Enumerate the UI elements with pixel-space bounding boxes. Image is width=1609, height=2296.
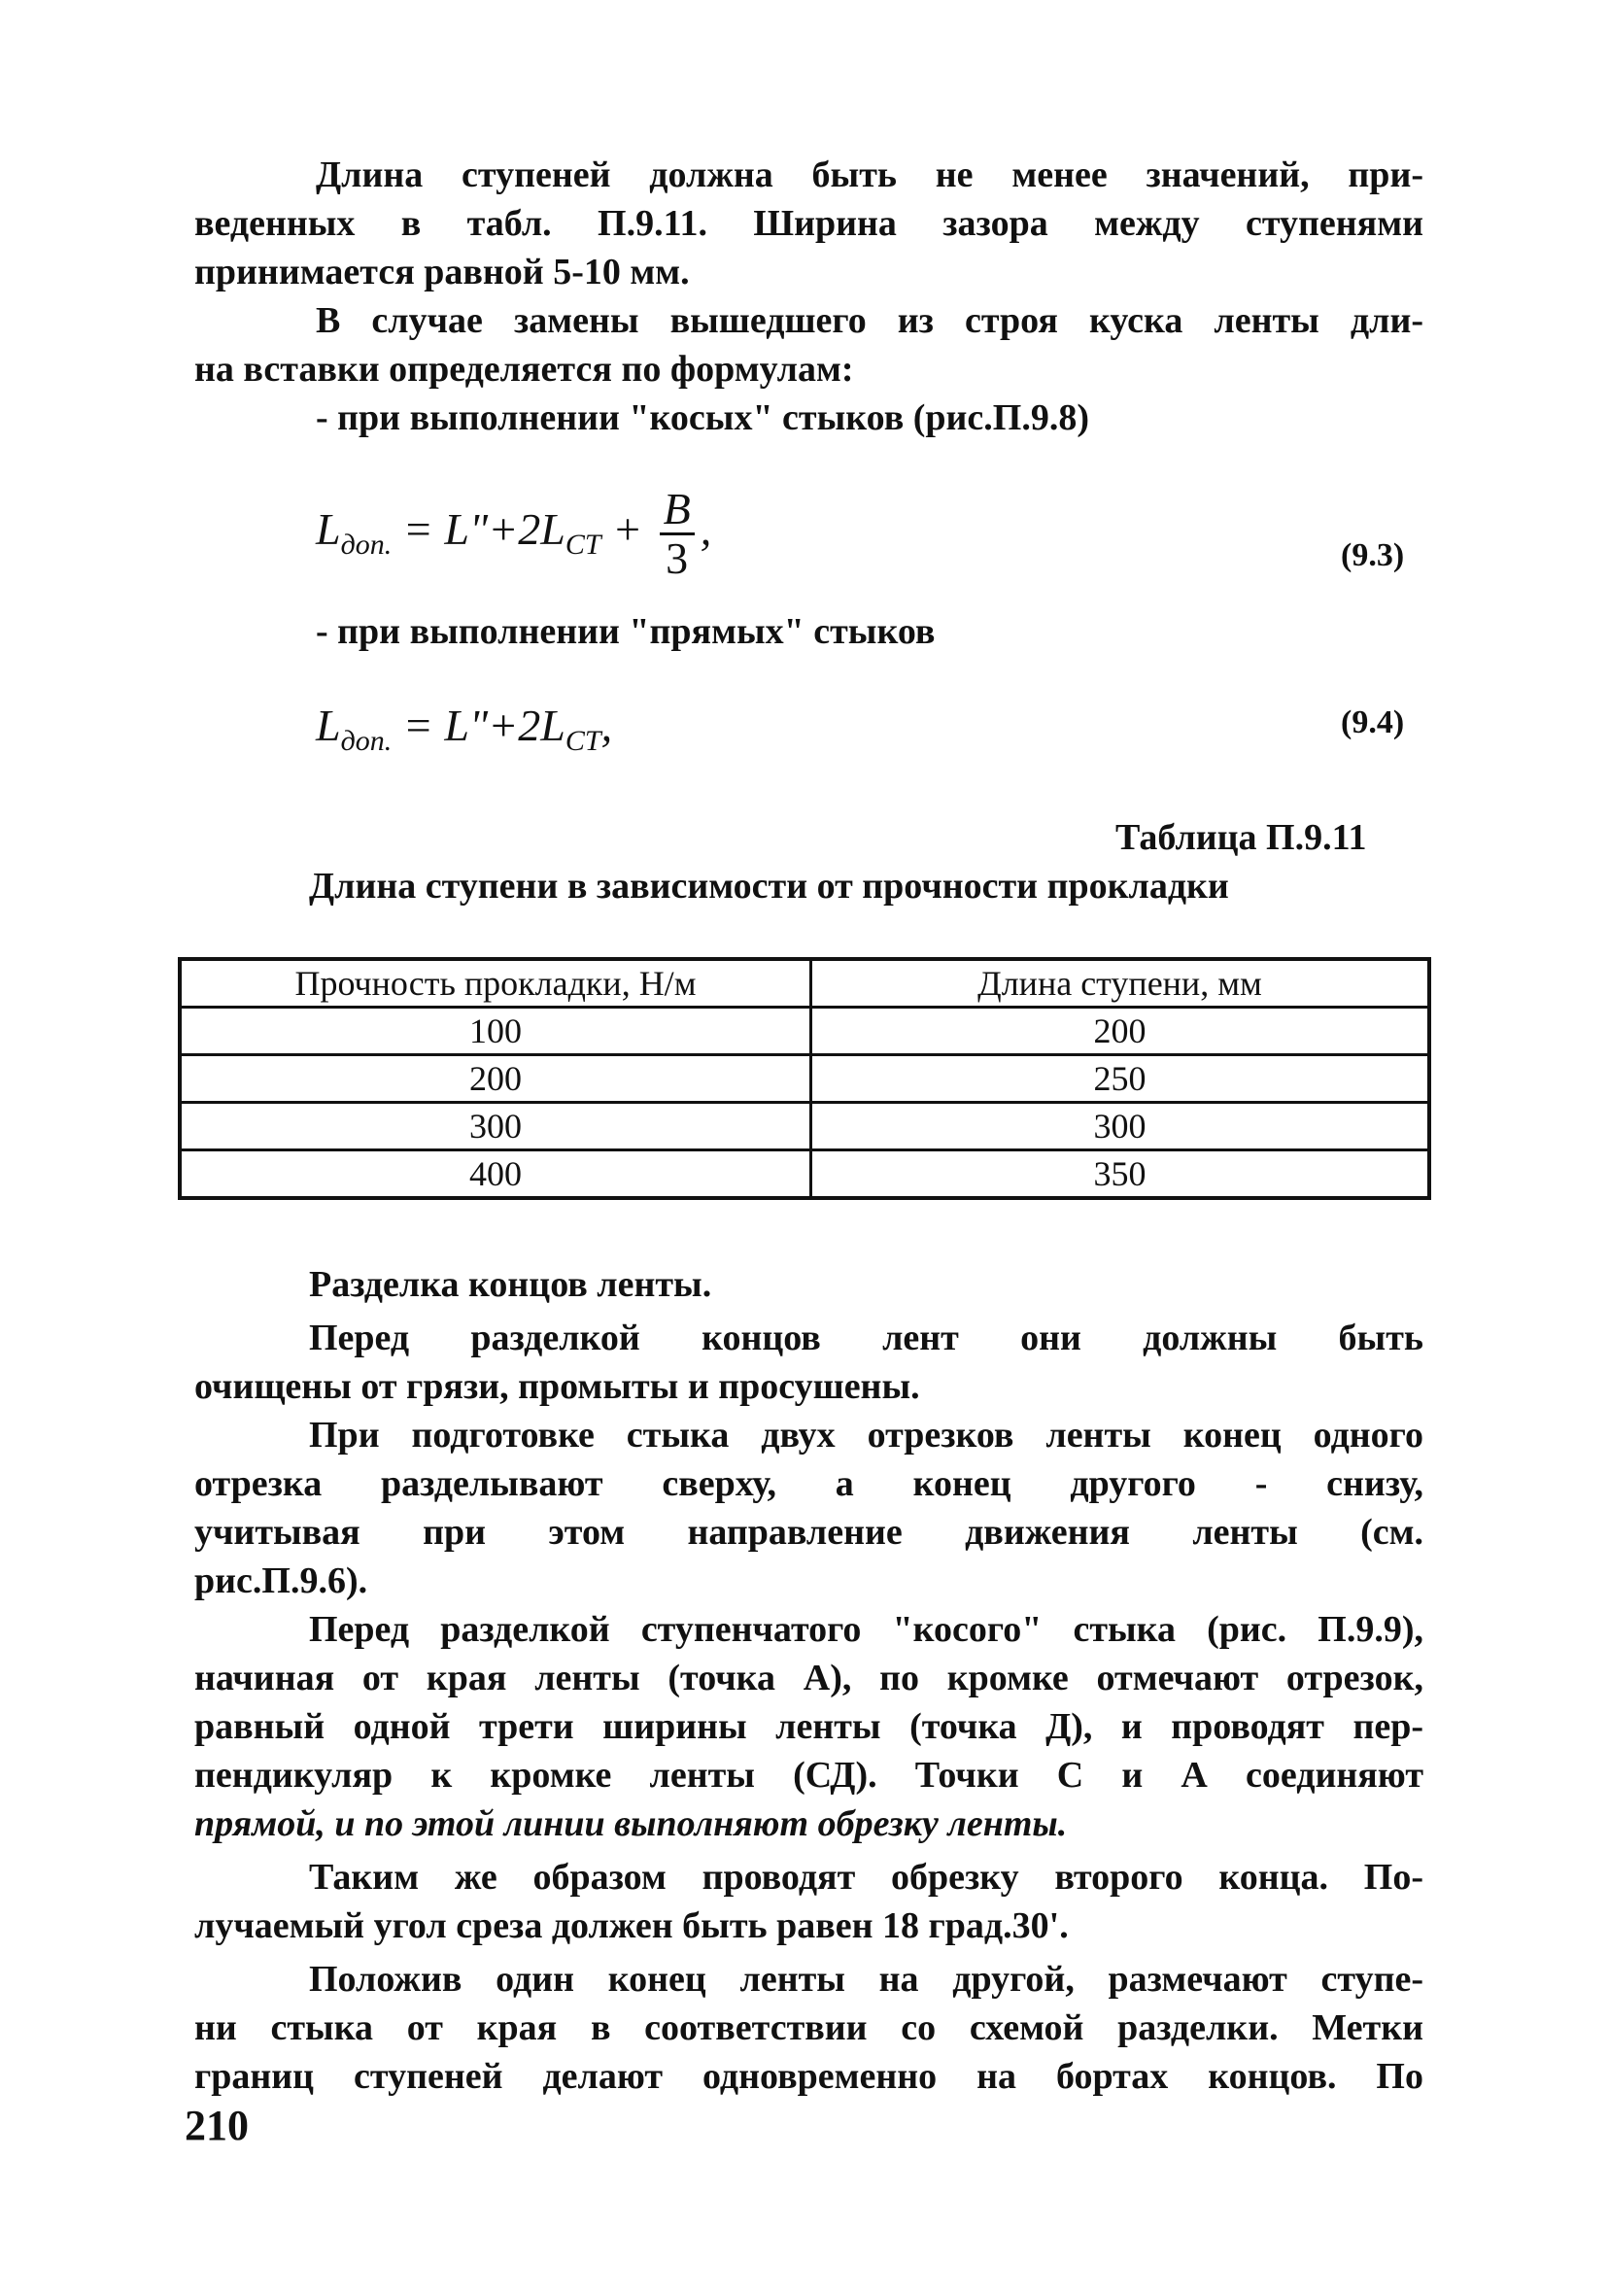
formula-1-lhs-subscript: доп. (340, 529, 393, 562)
table-cell: 400 (180, 1150, 810, 1199)
section-paragraph-5-line-3: границ ступеней делают одновременно на бортах концов. По (194, 2056, 1423, 2097)
formula-1-lhs: L (316, 504, 341, 555)
paragraph-2-line-2: на вставки определяется по формулам: (194, 349, 854, 390)
paragraph-2-line-3: - при выполнении "косых" стыков (рис.П.9.8) (316, 397, 1089, 438)
section-paragraph-1-line-2: очищены от грязи, промыты и просушены. (194, 1366, 920, 1407)
table-row (180, 1008, 1429, 1055)
formula-2-lhs-subscript: доп. (340, 725, 393, 757)
section-paragraph-3-line-1: Перед разделкой ступенчатого "косого" стыка (рис. П.9.9), (309, 1609, 1423, 1650)
section-paragraph-2-line-4: рис.П.9.6). (194, 1560, 368, 1601)
section-paragraph-5-line-2: ни стыка от края в соответствии со схемой разделки. Метки (194, 2007, 1423, 2048)
equation-number-9-3: (9.3) (1341, 537, 1405, 573)
section-paragraph-3-line-3: равный одной трети ширины ленты (точка Д), и проводят пер- (194, 1706, 1423, 1747)
formula-1-denominator: 3 (666, 533, 689, 583)
table-header-row (180, 959, 1429, 1008)
paragraph-1-line-1: Длина ступеней должна быть не менее значений, при- (316, 154, 1423, 195)
table-cell: 250 (810, 1055, 1429, 1103)
section-heading: Разделка концов ленты. (309, 1264, 712, 1305)
formula-2-middle-subscript: СТ (565, 725, 601, 757)
section-paragraph-4-line-2: лучаемый угол среза должен быть равен 18 град.30'. (194, 1905, 1069, 1946)
formula-1-fraction (660, 486, 695, 582)
table-cell: 100 (180, 1008, 810, 1055)
table-row (180, 1055, 1429, 1103)
section-paragraph-3-line-2: начиная от края ленты (точка А), по кромке отмечают отрезок, (194, 1658, 1423, 1698)
section-paragraph-2-line-2: отрезка разделывают сверху, а конец другого - снизу, (194, 1463, 1423, 1504)
paragraph-1-line-3: принимается равной 5-10 мм. (194, 252, 690, 292)
table-cell: 300 (180, 1103, 810, 1150)
formula-9-4 (316, 700, 613, 757)
formula-1-comma: , (700, 504, 712, 555)
table-row (180, 1103, 1429, 1150)
table-header-length: Длина ступени, мм (810, 959, 1429, 1008)
paragraph-3-line-1: - при выполнении "прямых" стыков (316, 611, 936, 652)
formula-1-numerator: B (660, 486, 695, 535)
table-label: Таблица П.9.11 (1115, 817, 1367, 858)
formula-1-middle: = L"+2L (392, 504, 565, 555)
strength-length-table (178, 957, 1431, 1200)
equation-number-9-4: (9.4) (1341, 704, 1405, 740)
table-cell: 350 (810, 1150, 1429, 1199)
section-paragraph-4-line-1: Таким же образом проводят обрезку второго конца. По- (309, 1857, 1423, 1898)
page-number: 210 (185, 2102, 249, 2149)
formula-2-comma: , (600, 701, 613, 750)
formula-1-plus: + (600, 504, 654, 555)
section-paragraph-2-line-3: учитывая при этом направление движения ленты (см. (194, 1512, 1423, 1553)
table-row (180, 1150, 1429, 1199)
formula-2-middle: = L"+2L (392, 701, 565, 750)
table-cell: 200 (180, 1055, 810, 1103)
table-caption: Длина ступени в зависимости от прочности прокладки (309, 866, 1229, 907)
section-paragraph-3-line-5: прямой, и по этой линии выполняют обрезку ленты. (194, 1803, 1068, 1844)
table-header-strength: Прочность прокладки, Н/м (180, 959, 810, 1008)
section-paragraph-2-line-1: При подготовке стыка двух отрезков ленты конец одного (309, 1415, 1423, 1456)
paragraph-2-line-1: В случае замены вышедшего из строя куска ленты дли- (316, 300, 1423, 341)
table-cell: 200 (810, 1008, 1429, 1055)
section-paragraph-1-line-1: Перед разделкой концов лент они должны быть (309, 1318, 1423, 1358)
section-paragraph-5-line-1: Положив один конец ленты на другой, размечают ступе- (309, 1959, 1423, 2000)
paragraph-1-line-2: веденных в табл. П.9.11. Ширина зазора между ступенями (194, 203, 1423, 244)
formula-2-lhs: L (316, 701, 341, 750)
formula-9-3 (316, 486, 711, 582)
formula-1-middle-subscript: СТ (565, 529, 601, 562)
table-cell: 300 (810, 1103, 1429, 1150)
section-paragraph-3-line-4: пендикуляр к кромке ленты (СД). Точки С и А соединяют (194, 1755, 1423, 1796)
